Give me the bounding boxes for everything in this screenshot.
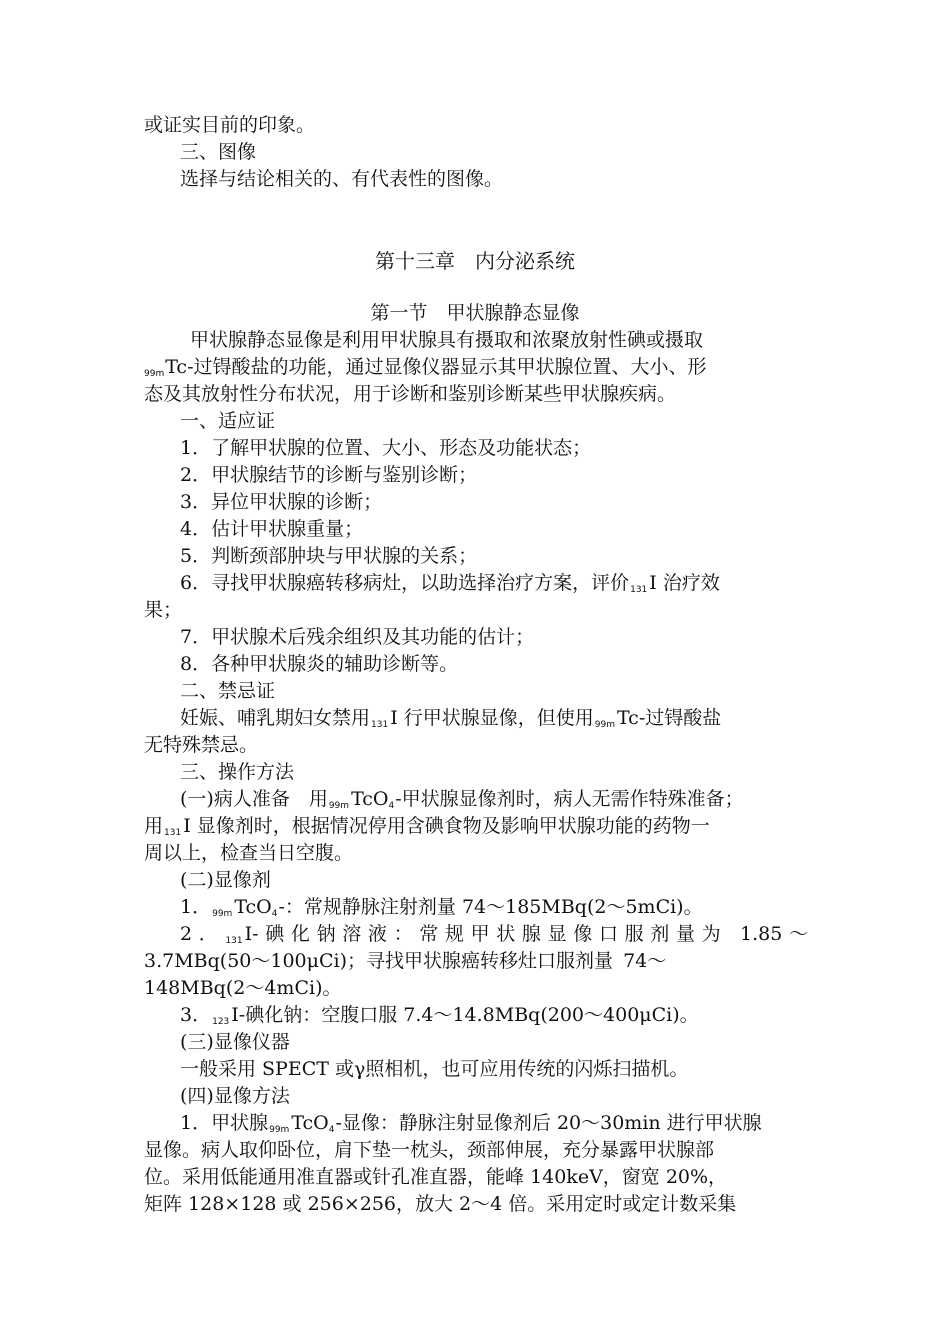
heading-imaging-method: (四)显像方法	[180, 1085, 290, 1107]
chapter-title: 第十三章 内分泌系统	[375, 249, 575, 273]
subscript: 4	[328, 1125, 335, 1135]
heading-agents: (二)显像剂	[180, 869, 271, 891]
text-span: 妊娠、哺乳期妇女禁用	[180, 707, 371, 729]
text-span: I-碘化钠溶液：常规甲状腺显像口服剂量为 1.85～	[244, 923, 808, 945]
text-span: 2．	[180, 923, 225, 945]
text-span: Tc-过锝酸盐	[616, 707, 722, 729]
heading-indications: 一、适应证	[180, 410, 276, 432]
text-span: 1．甲状腺	[180, 1112, 269, 1134]
isotope-mass: 131	[164, 828, 182, 838]
isotope-mass: 99m	[144, 369, 165, 379]
list-item: 7．甲状腺术后残余组织及其功能的估计；	[180, 626, 535, 648]
section-title: 第一节 甲状腺静态显像	[370, 302, 580, 324]
text-span: TcO	[234, 896, 272, 918]
isotope-mass: 131	[225, 936, 243, 946]
text-span: I 显像剂时，根据情况停用含碘食物及影响甲状腺功能的药物一	[183, 815, 710, 837]
list-item: 1．了解甲状腺的位置、大小、形态及功能状态；	[180, 437, 592, 459]
list-item: 3．异位甲状腺的诊断；	[180, 491, 383, 513]
isotope-mass: 99m	[328, 801, 350, 811]
isotope-mass: 123	[212, 1017, 230, 1027]
text-span: I-碘化钠：空腹口服 7.4～14.8MBq(200～400μCi)。	[231, 1004, 699, 1026]
list-item: 5．判断颈部肿块与甲状腺的关系；	[180, 545, 478, 567]
text-span: TcO	[291, 1112, 329, 1134]
paragraph-line: 周以上，检查当日空腹。	[144, 842, 354, 864]
text-span: TcO	[351, 788, 389, 810]
isotope-mass: 99m	[594, 720, 615, 730]
heading-contraindications: 二、禁忌证	[180, 680, 276, 702]
list-item: 8．各种甲状腺炎的辅助诊断等。	[180, 653, 459, 675]
text-line: 或证实目前的印象。	[144, 114, 316, 136]
text-span: 6．寻找甲状腺癌转移病灶，以助选择治疗方案，评价	[180, 572, 630, 594]
isotope-mass: 99m	[269, 1125, 290, 1135]
isotope-mass: 131	[630, 585, 648, 595]
text-span: 1．	[180, 896, 212, 918]
heading-instruments: (三)显像仪器	[180, 1031, 290, 1053]
subscript: 4	[271, 909, 278, 919]
list-item-cont: 3.7MBq(50～100μCi)；寻找甲状腺癌转移灶口服剂量 74～	[144, 950, 667, 972]
isotope-mass: 99m	[212, 909, 233, 919]
text-span: 用	[144, 815, 164, 837]
text-span: I 治疗效	[649, 572, 720, 594]
text-span: Tc-过锝酸盐的功能，通过显像仪器显示其甲状腺位置、大小、形	[165, 356, 707, 378]
paragraph-line: 显像。病人取仰卧位，肩下垫一枕头，颈部伸展，充分暴露甲状腺部	[144, 1139, 715, 1161]
isotope-mass: 131	[371, 720, 389, 730]
paragraph-line: 无特殊禁忌。	[144, 734, 259, 756]
subscript: 4	[388, 801, 395, 811]
list-item-cont: 148MBq(2～4mCi)。	[144, 977, 342, 999]
paragraph-line: 一般采用 SPECT 或γ照相机，也可应用传统的闪烁扫描机。	[180, 1058, 689, 1080]
heading-procedure: 三、操作方法	[180, 761, 295, 783]
text-span: -：常规静脉注射剂量 74～185MBq(2～5mCi)。	[278, 896, 703, 918]
text-line: 选择与结论相关的、有代表性的图像。	[180, 168, 504, 190]
text-span: -显像：静脉注射显像剂后 20～30min 进行甲状腺	[335, 1112, 762, 1134]
text-span: (一)病人准备 用	[180, 788, 328, 810]
list-item: 4．估计甲状腺重量；	[180, 518, 364, 540]
text-span: I 行甲状腺显像，但使用	[390, 707, 594, 729]
list-item: 2．甲状腺结节的诊断与鉴别诊断；	[180, 464, 478, 486]
paragraph-line: 甲状腺静态显像是利用甲状腺具有摄取和浓聚放射性碘或摄取	[190, 329, 704, 351]
paragraph-line: 位。采用低能通用准直器或针孔准直器，能峰 140keV，窗宽 20%，	[144, 1166, 728, 1188]
paragraph-line: 态及其放射性分布状况，用于诊断和鉴别诊断某些甲状腺疾病。	[144, 383, 677, 405]
heading-images: 三、图像	[180, 141, 257, 163]
list-item-cont: 果；	[144, 599, 183, 621]
text-span: 3．	[180, 1004, 212, 1026]
paragraph-line: 矩阵 128×128 或 256×256，放大 2～4 倍。采用定时或定计数采集	[144, 1193, 737, 1215]
text-span: -甲状腺显像剂时，病人无需作特殊准备；	[395, 788, 744, 810]
